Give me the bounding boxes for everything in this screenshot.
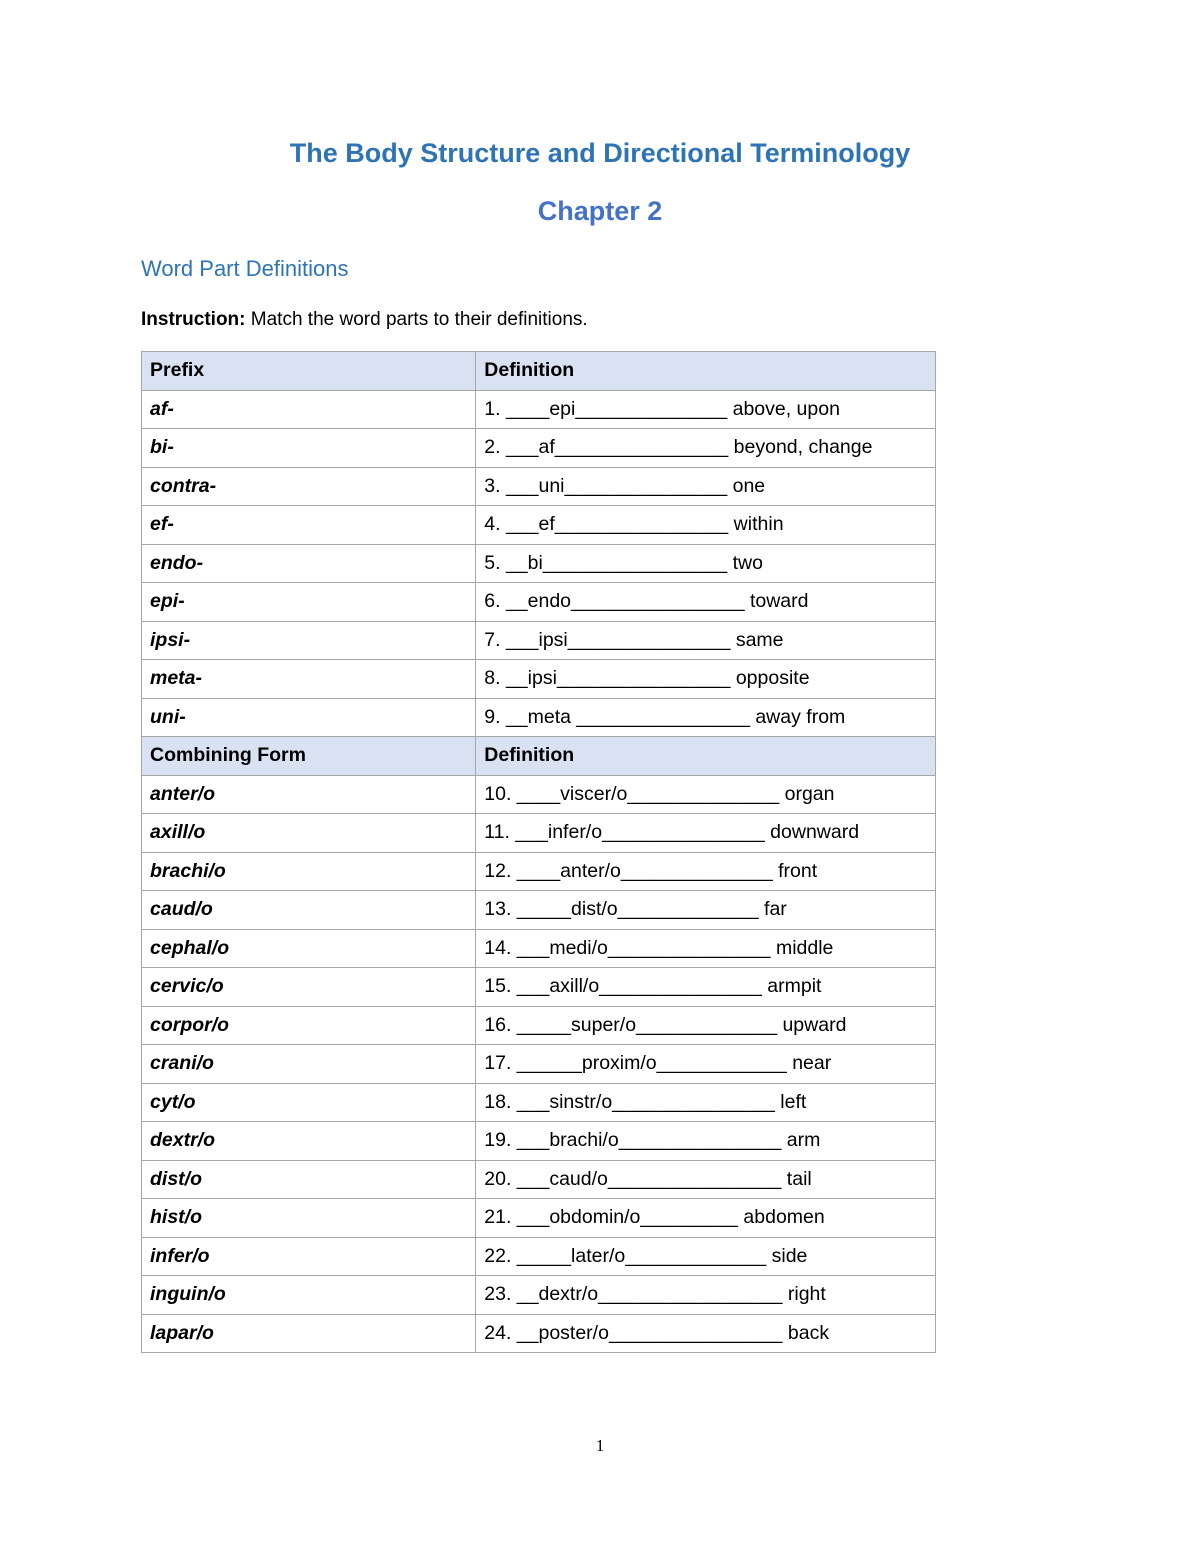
- word-part-cell: endo-: [142, 544, 476, 583]
- definition-cell: 13. _____dist/o_____________ far: [476, 891, 936, 930]
- word-part-cell: cephal/o: [142, 929, 476, 968]
- table-row: [142, 1237, 936, 1276]
- definition-cell: 18. ___sinstr/o_______________ left: [476, 1083, 936, 1122]
- table-row: [142, 544, 936, 583]
- column-header-word-part: Combining Form: [142, 737, 476, 776]
- word-part-cell: ipsi-: [142, 621, 476, 660]
- definition-cell: 24. __poster/o________________ back: [476, 1314, 936, 1353]
- word-part-cell: caud/o: [142, 891, 476, 930]
- definition-cell: 17. ______proxim/o____________ near: [476, 1045, 936, 1084]
- definition-cell: 2. ___af________________ beyond, change: [476, 429, 936, 468]
- word-part-cell: infer/o: [142, 1237, 476, 1276]
- definition-cell: 11. ___infer/o_______________ downward: [476, 814, 936, 853]
- table-row: [142, 814, 936, 853]
- table-row: [142, 1045, 936, 1084]
- table-row: [142, 891, 936, 930]
- chapter-heading: Chapter 2: [537, 196, 663, 226]
- table-header-row: [142, 352, 936, 391]
- column-header-word-part: Prefix: [142, 352, 476, 391]
- word-part-cell: cyt/o: [142, 1083, 476, 1122]
- table-row: [142, 429, 936, 468]
- table-row: [142, 467, 936, 506]
- definition-cell: 6. __endo________________ toward: [476, 583, 936, 622]
- word-part-cell: brachi/o: [142, 852, 476, 891]
- definition-cell: 19. ___brachi/o_______________ arm: [476, 1122, 936, 1161]
- word-part-cell: inguin/o: [142, 1276, 476, 1315]
- table-row: [142, 968, 936, 1007]
- definition-cell: 7. ___ipsi_______________ same: [476, 621, 936, 660]
- column-header-definition: Definition: [476, 352, 936, 391]
- table-row: [142, 1006, 936, 1045]
- word-part-cell: uni-: [142, 698, 476, 737]
- word-part-table: [141, 351, 936, 1353]
- table-row: [142, 698, 936, 737]
- table-row: [142, 1199, 936, 1238]
- definition-cell: 9. __meta ________________ away from: [476, 698, 936, 737]
- definition-cell: 1. ____epi______________ above, upon: [476, 390, 936, 429]
- definition-cell: 16. _____super/o_____________ upward: [476, 1006, 936, 1045]
- instruction-text: [141, 309, 588, 331]
- table-row: [142, 852, 936, 891]
- definition-cell: 12. ____anter/o______________ front: [476, 852, 936, 891]
- instruction-body: Match the word parts to their definitions.: [245, 309, 588, 330]
- definition-cell: 5. __bi_________________ two: [476, 544, 936, 583]
- table-row: [142, 1276, 936, 1315]
- word-part-cell: dist/o: [142, 1160, 476, 1199]
- word-part-cell: corpor/o: [142, 1006, 476, 1045]
- definition-cell: 10. ____viscer/o______________ organ: [476, 775, 936, 814]
- word-part-cell: epi-: [142, 583, 476, 622]
- table-row: [142, 583, 936, 622]
- table-row: [142, 1160, 936, 1199]
- word-part-cell: dextr/o: [142, 1122, 476, 1161]
- definition-cell: 14. ___medi/o_______________ middle: [476, 929, 936, 968]
- definition-cell: 15. ___axill/o_______________ armpit: [476, 968, 936, 1007]
- definition-cell: 20. ___caud/o________________ tail: [476, 1160, 936, 1199]
- table-row: [142, 390, 936, 429]
- definition-cell: 8. __ipsi________________ opposite: [476, 660, 936, 699]
- definition-cell: 3. ___uni_______________ one: [476, 467, 936, 506]
- document-title: The Body Structure and Directional Terminology: [289, 138, 911, 168]
- table-header-row: [142, 737, 936, 776]
- instruction-label: Instruction:: [141, 309, 246, 330]
- section-heading: Word Part Definitions: [141, 256, 349, 281]
- word-part-cell: meta-: [142, 660, 476, 699]
- table-row: [142, 1314, 936, 1353]
- word-part-cell: crani/o: [142, 1045, 476, 1084]
- word-part-cell: ef-: [142, 506, 476, 545]
- definition-cell: 22. _____later/o_____________ side: [476, 1237, 936, 1276]
- word-part-cell: cervic/o: [142, 968, 476, 1007]
- table-row: [142, 775, 936, 814]
- column-header-definition: Definition: [476, 737, 936, 776]
- word-part-cell: af-: [142, 390, 476, 429]
- table-row: [142, 929, 936, 968]
- table-row: [142, 506, 936, 545]
- word-part-cell: hist/o: [142, 1199, 476, 1238]
- page-number: 1: [595, 1436, 605, 1455]
- table-row: [142, 660, 936, 699]
- definition-cell: 4. ___ef________________ within: [476, 506, 936, 545]
- table-row: [142, 1122, 936, 1161]
- word-part-cell: bi-: [142, 429, 476, 468]
- table-row: [142, 1083, 936, 1122]
- word-part-cell: lapar/o: [142, 1314, 476, 1353]
- word-part-cell: anter/o: [142, 775, 476, 814]
- word-part-cell: axill/o: [142, 814, 476, 853]
- word-part-cell: contra-: [142, 467, 476, 506]
- table-row: [142, 621, 936, 660]
- definition-cell: 21. ___obdomin/o_________ abdomen: [476, 1199, 936, 1238]
- definition-cell: 23. __dextr/o_________________ right: [476, 1276, 936, 1315]
